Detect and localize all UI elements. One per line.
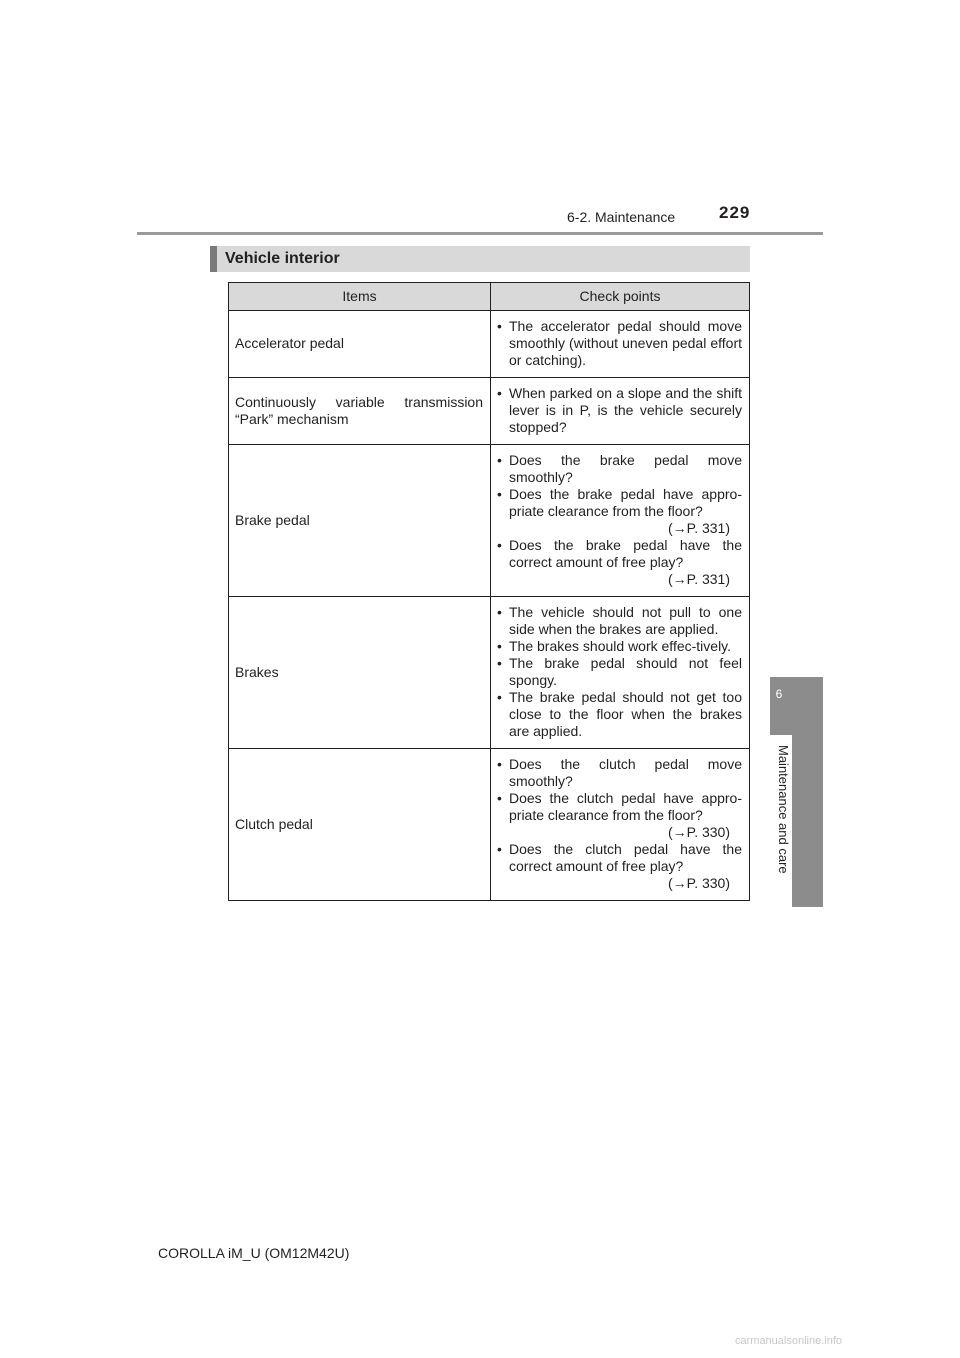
check-points-cell — [491, 749, 750, 901]
check-points-cell — [491, 311, 750, 378]
item-label: Clutch pedal — [235, 815, 313, 832]
check-point-text: When parked on a slope and the shift lever is in P, is the vehicle securely stopped? — [509, 385, 742, 435]
item-label: Continuously variable transmission “Park” mechanism — [235, 393, 483, 427]
page-reference: (→P. 330) — [668, 824, 730, 840]
check-points-cell — [491, 378, 750, 445]
check-points-list — [497, 385, 742, 436]
table-row — [229, 378, 750, 445]
chapter-number: 6 — [775, 687, 783, 701]
item-cell — [229, 597, 491, 749]
check-points-list — [497, 604, 742, 740]
footer-model: COROLLA iM_U (OM12M42U) — [158, 1245, 350, 1261]
page-reference: (→P. 331) — [668, 520, 730, 536]
column-header-items: Items — [229, 283, 491, 311]
table-row — [229, 749, 750, 901]
check-point-text: The brake pedal should not get too close to the floor when the brakes are applied. — [509, 689, 742, 739]
item-cell — [229, 445, 491, 597]
item-cell — [229, 378, 491, 445]
table-header-row — [229, 283, 750, 311]
check-point — [497, 537, 742, 588]
check-point-text: The accelerator pedal should move smoothly (without uneven pedal effort or catching). — [509, 318, 742, 368]
table-row — [229, 597, 750, 749]
column-header-check-points: Check points — [491, 283, 750, 311]
page-number: 229 — [719, 203, 751, 222]
check-point-text: Does the clutch pedal move smoothly? — [509, 756, 742, 789]
table-row — [229, 311, 750, 378]
check-point — [497, 841, 742, 892]
chapter-tab — [770, 677, 823, 735]
check-point-text: Does the brake pedal have appro-priate clearance from the floor? — [509, 486, 742, 519]
check-point — [497, 790, 742, 841]
page-reference: (→P. 331) — [668, 571, 730, 587]
page-reference: (→P. 330) — [668, 875, 730, 891]
check-point-text: Does the brake pedal have the correct amount of free play? — [509, 537, 742, 570]
item-label: Accelerator pedal — [235, 335, 344, 351]
watermark: carmanualsonline.info — [735, 1335, 843, 1347]
check-point-text: Does the clutch pedal have the correct amount of free play? — [509, 841, 742, 874]
check-point — [497, 486, 742, 537]
check-points-list — [497, 756, 742, 892]
check-points-list — [497, 318, 742, 369]
check-point-text: Does the brake pedal move smoothly? — [509, 452, 742, 485]
check-point — [497, 756, 742, 790]
check-point — [497, 452, 742, 486]
check-points-list — [497, 452, 742, 588]
item-cell — [229, 749, 491, 901]
check-table — [228, 282, 750, 901]
check-point-text: The vehicle should not pull to one side when the brakes are applied. — [509, 604, 742, 637]
chapter-title: Maintenance and care — [776, 745, 791, 874]
check-point-text: The brakes should work effec-tively. — [509, 638, 732, 654]
check-point-text: Does the clutch pedal have appro-priate clearance from the floor? — [509, 790, 742, 823]
check-point — [497, 655, 742, 689]
check-points-cell — [491, 597, 750, 749]
section-title: Vehicle interior — [210, 246, 750, 272]
item-label: Brakes — [235, 663, 279, 680]
check-point — [497, 689, 742, 740]
item-cell — [229, 311, 491, 378]
header-section: 6-2. Maintenance — [567, 209, 676, 225]
table-body — [229, 311, 750, 901]
check-point — [497, 638, 742, 655]
header-rule — [137, 232, 823, 235]
check-point — [497, 318, 742, 369]
check-point — [497, 385, 742, 436]
item-label: Brake pedal — [235, 511, 310, 528]
check-point — [497, 604, 742, 638]
check-point-text: The brake pedal should not feel spongy. — [509, 655, 742, 688]
check-points-cell — [491, 445, 750, 597]
table-row — [229, 445, 750, 597]
